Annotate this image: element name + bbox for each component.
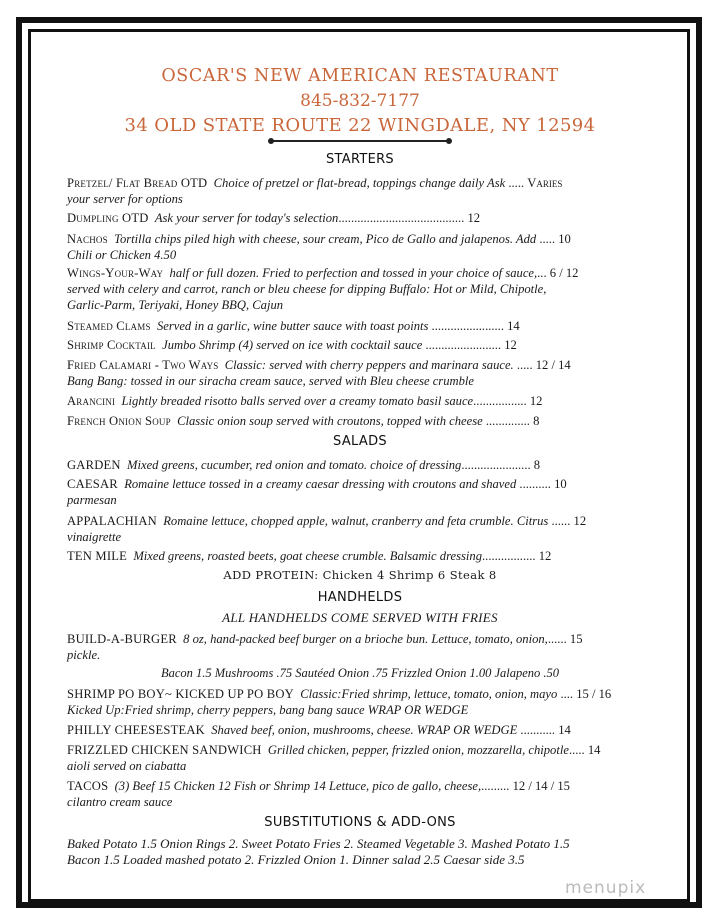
- item-leader: ......: [547, 632, 567, 646]
- item-leader: ......................: [461, 458, 531, 472]
- menu-item: [67, 210, 653, 226]
- item-name: Arancini: [67, 394, 116, 408]
- item-description: Lightly breaded risotto balls served over a creamy tomato basil sauce: [121, 394, 474, 408]
- substitutions-line-1: Baked Potato 1.5 Onion Rings 2. Sweet Potato Fries 2. Steamed Vegetable 3. Mashed Potato 1.5: [67, 836, 570, 851]
- item-description: Romaine lettuce, chopped apple, walnut, cranberry and feta crumble. Citrus: [163, 514, 549, 528]
- item-leader: ...: [537, 266, 547, 280]
- item-name: Steamed Clams: [67, 319, 151, 333]
- item-leader: ...........: [517, 723, 556, 737]
- menu-item: [67, 357, 653, 389]
- item-price: 6 / 12: [549, 266, 579, 280]
- item-description: Classic onion soup served with croutons, topped with cheese: [177, 414, 483, 428]
- item-description-cont: Bang Bang: tossed in our siracha cream sauce, served with Bleu cheese crumble: [67, 374, 474, 388]
- item-description-cont: pickle.: [67, 648, 101, 662]
- item-price: Varies: [527, 176, 563, 190]
- item-leader: .........: [481, 779, 510, 793]
- item-leader: ........................................: [338, 211, 465, 225]
- menu-item: [67, 476, 653, 508]
- item-price: 12: [504, 338, 517, 352]
- item-price: 12 / 14: [535, 358, 571, 372]
- menu-item: [67, 413, 653, 429]
- item-name: Wings-Your-Way: [67, 266, 164, 280]
- item-price: 12: [467, 211, 481, 225]
- item-leader: .....: [568, 743, 585, 757]
- item-description: Choice of pretzel or flat-bread, toppings change daily Ask: [213, 176, 506, 190]
- item-price: 12: [538, 549, 552, 563]
- substitutions-line-2: Bacon 1.5 Loaded mashed potato 2. Frizzled Onion 1. Dinner salad 2.5 Caesar side 3.5: [67, 852, 525, 867]
- item-name: FRIZZLED CHICKEN SANDWICH: [67, 743, 262, 757]
- item-leader: .....: [513, 358, 533, 372]
- item-leader: ..............: [482, 414, 530, 428]
- section-title-salads: SALADS: [333, 434, 387, 449]
- item-name: TACOS: [67, 779, 109, 793]
- item-description: Shaved beef, onion, mushrooms, cheese. WRAP OR WEDGE: [211, 723, 518, 737]
- item-description: Served in a garlic, wine butter sauce with toast points: [156, 319, 429, 333]
- item-leader: ........................: [422, 338, 502, 352]
- burger-addons: Bacon 1.5 Mushrooms .75 Sautéed Onion .75 Frizzled Onion 1.00 Jalapeno .50: [160, 666, 560, 680]
- item-description-cont: cilantro cream sauce: [67, 795, 173, 809]
- item-price: 12 / 14 / 15: [512, 779, 570, 793]
- item-price: 8: [533, 458, 541, 472]
- header-divider: [271, 140, 449, 142]
- item-name: Pretzel/ Flat Bread OTD: [67, 176, 208, 190]
- item-name: SHRIMP PO BOY~ KICKED UP PO BOY: [67, 687, 294, 701]
- menu-item: [67, 337, 653, 353]
- menu-item: [67, 393, 653, 409]
- item-description: 8 oz, hand-packed beef burger on a brioche bun. Lettuce, tomato, onion,: [183, 632, 548, 646]
- item-name: Fried Calamari - Two Ways: [67, 358, 219, 372]
- item-price: 14: [558, 723, 571, 737]
- item-description: Mixed greens, cucumber, red onion and tomato. choice of dressing: [126, 458, 462, 472]
- item-name: TEN MILE: [67, 549, 128, 563]
- item-description: Tortilla chips piled high with cheese, sour cream, Pico de Gallo and jalapenos. Add: [114, 232, 537, 246]
- item-description-cont: Kicked Up:Fried shrimp, cherry peppers, bang bang sauce WRAP OR WEDGE: [67, 703, 469, 717]
- item-price: 14: [587, 743, 601, 757]
- menupix-watermark: menupix: [565, 878, 647, 898]
- item-description: Ask your server for today's selection: [154, 211, 339, 225]
- item-price: 14: [507, 319, 520, 333]
- restaurant-name: OSCAR'S NEW AMERICAN RESTAURANT: [161, 66, 559, 86]
- item-leader: .................: [473, 394, 527, 408]
- menu-item: [67, 631, 653, 663]
- menu-item: [67, 231, 653, 263]
- item-description: Grilled chicken, pepper, frizzled onion, mozzarella, chipotle: [267, 743, 569, 757]
- item-price: 12: [573, 514, 587, 528]
- item-description-cont: Chili or Chicken 4.50: [67, 248, 177, 262]
- section-title-handhelds: HANDHELDS: [317, 590, 403, 605]
- item-name: PHILLY CHEESESTEAK: [67, 723, 205, 737]
- menu-item: [67, 318, 653, 334]
- menu-item: [67, 265, 653, 313]
- item-name: Dumpling OTD: [67, 211, 149, 225]
- restaurant-phone: 845-832-7177: [300, 91, 420, 111]
- item-leader: ......: [548, 514, 571, 528]
- handhelds-subtitle: ALL HANDHELDS COME SERVED WITH FRIES: [222, 610, 498, 625]
- item-price: 15: [569, 632, 583, 646]
- item-leader: .......................: [428, 319, 504, 333]
- item-leader: ....: [557, 687, 574, 701]
- item-name: BUILD-A-BURGER: [67, 632, 177, 646]
- menu-item: [67, 686, 653, 718]
- item-name: GARDEN: [67, 458, 121, 472]
- item-description: Classic:Fried shrimp, lettuce, tomato, onion, mayo: [300, 687, 558, 701]
- item-leader: .....: [536, 232, 556, 246]
- menu-item: [67, 548, 653, 564]
- restaurant-address: 34 OLD STATE ROUTE 22 WINGDALE, NY 12594: [124, 115, 596, 136]
- menu-item: [67, 722, 653, 738]
- menu-page: [36, 36, 684, 893]
- item-price: 10: [554, 477, 567, 491]
- menu-item: [67, 778, 653, 810]
- item-description-cont: Garlic-Parm, Teriyaki, Honey BBQ, Cajun: [67, 298, 284, 312]
- item-name: Shrimp Cocktail: [67, 338, 156, 352]
- item-description-cont: aioli served on ciabatta: [67, 759, 187, 773]
- item-description-cont: served with celery and carrot, ranch or bleu cheese for dipping Buffalo: Hot or Mild, Chipotle,: [67, 282, 547, 296]
- item-leader: ..........: [516, 477, 551, 491]
- item-description: Romaine lettuce tossed in a creamy caesar dressing with croutons and shaved: [124, 477, 517, 491]
- item-price: 10: [558, 232, 571, 246]
- item-leader: .................: [482, 549, 536, 563]
- menu-item: [67, 175, 653, 207]
- item-leader: .....: [505, 176, 525, 190]
- item-price: 8: [533, 414, 540, 428]
- item-description: Classic: served with cherry peppers and marinara sauce.: [224, 358, 514, 372]
- menu-item: [67, 742, 653, 774]
- item-name: APPALACHIAN: [67, 514, 157, 528]
- item-price: 12: [529, 394, 543, 408]
- item-description: (3) Beef 15 Chicken 12 Fish or Shrimp 14 Lettuce, pico de gallo, cheese,: [114, 779, 482, 793]
- section-title-substitutions: SUBSTITUTIONS & ADD-ONS: [264, 815, 456, 830]
- item-price: 15 / 16: [576, 687, 612, 701]
- menu-item: [67, 513, 653, 545]
- item-description: Mixed greens, roasted beets, goat cheese crumble. Balsamic dressing: [133, 549, 483, 563]
- item-description: half or full dozen. Fried to perfection and tossed in your choice of sauce,: [169, 266, 538, 280]
- item-description-cont: your server for options: [67, 192, 183, 206]
- item-name: French Onion Soup: [67, 414, 171, 428]
- menu-item: [67, 457, 653, 473]
- section-title-starters: STARTERS: [325, 152, 394, 167]
- add-protein: ADD PROTEIN: Chicken 4 Shrimp 6 Steak 8: [223, 568, 497, 582]
- item-description-cont: vinaigrette: [67, 530, 122, 544]
- item-description: Jumbo Shrimp (4) served on ice with cocktail sauce: [162, 338, 423, 352]
- item-description-cont: parmesan: [67, 493, 117, 507]
- item-name: CAESAR: [67, 477, 118, 491]
- item-name: Nachos: [67, 232, 108, 246]
